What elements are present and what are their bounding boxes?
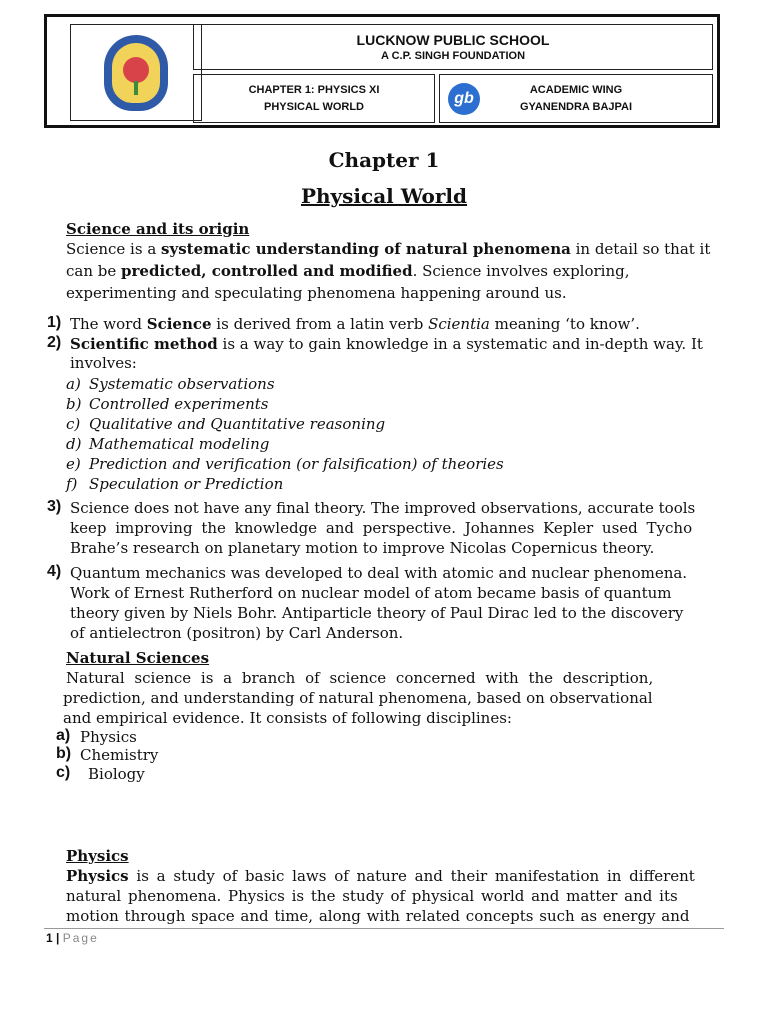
sub-item-b-marker: b) [66,395,82,413]
physics-line-1: Physics is a study of basic laws of nature and their manifestation in different [66,867,695,885]
sub-item-c: Qualitative and Quantitative reasoning [89,415,386,433]
chapter-title: Physical World [300,184,468,208]
point-number-3: 3) [47,498,62,515]
wing-line-2: GYANENDRA BAJPAI [519,101,633,113]
sub-item-f: Speculation or Prediction [89,475,284,493]
sub-item-a-marker: a) [66,375,81,393]
section-heading-science-origin: Science and its origin [66,220,250,238]
sub-item-d-marker: d) [66,435,82,453]
chapter-cell [193,74,435,123]
school-logo [104,35,168,111]
origin-line-2: can be predicted, controlled and modified. Science involves exploring, [66,262,630,280]
chapter-heading: Chapter 1 [328,148,440,172]
discipline-physics: Physics [80,728,137,746]
point-1-text: The word Science is derived from a latin verb Scientia meaning ‘to know’. [70,315,640,333]
sub-item-b: Controlled experiments [89,395,269,413]
academic-cell [439,74,713,123]
point-3-line-1: Science does not have any final theory. The improved observations, accurate tools [70,499,696,517]
school-foundation: A C.P. SINGH FOUNDATION [380,50,526,62]
point-4-line-3: theory given by Niels Bohr. Antiparticle theory of Paul Dirac led to the discovery [70,604,684,622]
point-4-line-1: Quantum mechanics was developed to deal with atomic and nuclear phenomena. [70,564,688,582]
gb-logo-icon: gb [448,83,480,115]
header-table [44,14,720,128]
school-title-cell [193,24,713,70]
point-3-line-2: keep improving the knowledge and perspective. Johannes Kepler used Tycho [70,519,693,537]
discipline-biology: Biology [88,765,145,783]
section-heading-natural-sciences: Natural Sciences [66,649,210,667]
discipline-c-marker: c) [56,764,71,781]
point-number-1: 1) [47,314,62,331]
chapter-line-1: CHAPTER 1: PHYSICS XI [248,84,380,96]
point-4-line-4: of antielectron (positron) by Carl Anderson. [70,624,404,642]
footer-rule [44,928,724,929]
natural-line-3: and empirical evidence. It consists of following disciplines: [63,709,512,727]
origin-line-3: experimenting and speculating phenomena happening around us. [66,284,567,302]
sub-item-e-marker: e) [66,455,81,473]
sub-item-e: Prediction and verification (or falsification) of theories [89,455,504,473]
school-logo-cell [70,24,202,121]
point-2-text: Scientific method is a way to gain knowledge in a systematic and in-depth way. It [70,335,703,353]
discipline-chemistry: Chemistry [80,746,159,764]
natural-line-1: Natural science is a branch of science concerned with the description, [66,669,654,687]
page-number: 1 | [46,931,60,945]
point-4-line-2: Work of Ernest Rutherford on nuclear model of atom became basis of quantum [70,584,672,602]
page-label: Page [62,931,99,945]
physics-line-2: natural phenomena. Physics is the study of physical world and matter and its [66,887,678,905]
chapter-line-2: PHYSICAL WORLD [263,101,365,113]
school-name: LUCKNOW PUBLIC SCHOOL [356,32,550,48]
section-heading-physics: Physics [66,847,129,865]
sub-item-a: Systematic observations [89,375,275,393]
sub-item-d: Mathematical modeling [89,435,270,453]
sub-item-c-marker: c) [66,415,81,433]
physics-line-3: motion through space and time, along with related concepts such as energy and [66,907,690,925]
discipline-a-marker: a) [56,727,71,744]
point-3-line-3: Brahe’s research on planetary motion to improve Nicolas Copernicus theory. [70,539,655,557]
discipline-b-marker: b) [56,745,72,762]
sub-item-f-marker: f) [66,475,78,493]
point-number-4: 4) [47,563,62,580]
point-number-2: 2) [47,334,62,351]
natural-line-2: prediction, and understanding of natural phenomena, based on observational [63,689,653,707]
page-footer [46,931,99,945]
wing-line-1: ACADEMIC WING [529,84,623,96]
point-2-line-2: involves: [70,354,137,372]
origin-line-1: Science is a systematic understanding of natural phenomena in detail so that it [66,240,711,258]
